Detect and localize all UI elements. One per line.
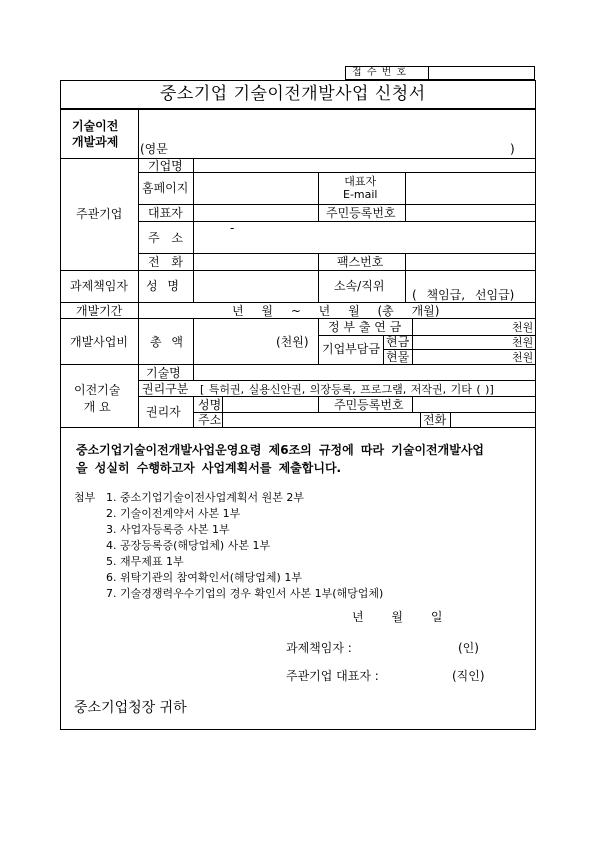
english-title-close: )	[510, 142, 515, 156]
divider	[405, 270, 406, 302]
divider	[318, 318, 319, 364]
development-cost-label: 개발사업비	[70, 335, 128, 349]
declaration-text: 중소기업기술이전개발사업운영요령 제6조의 규정에 따라 기술이전개발사업 을 성실히 수행하고자 사업계획서를 제출합니다.	[76, 443, 485, 475]
manager-name-label: 성 명	[146, 279, 182, 293]
list-item: 7. 기술경쟁력우수기업의 경우 확인서 사본 1부(해당업체)	[106, 587, 384, 600]
company-share-label: 기업부담금	[322, 342, 380, 356]
resident-number-label: 주민등록번호	[326, 206, 396, 220]
cash-label: 현금	[386, 335, 410, 349]
ceo-name-input[interactable]	[194, 205, 317, 221]
divider	[318, 396, 319, 412]
divider	[60, 427, 536, 428]
ceo-email-input[interactable]	[406, 173, 535, 204]
holder-phone-input[interactable]	[451, 413, 535, 427]
project-title-input[interactable]	[139, 109, 535, 139]
divider	[138, 108, 139, 427]
divider	[428, 66, 429, 80]
rights-type-options: [ 특허권, 실용신안권, 의장등록, 프로그램, 저작권, 기타 ( )]	[200, 383, 494, 396]
holder-address-input[interactable]	[223, 413, 419, 427]
ceo-email-label: 대표자 E-mail	[343, 175, 378, 201]
holder-phone-label: 전화	[423, 413, 447, 427]
holder-address-label: 주소	[198, 413, 222, 427]
divider	[60, 302, 536, 303]
divider	[420, 412, 421, 427]
total-amount-label: 총 액	[150, 335, 183, 349]
resident-number-input[interactable]	[406, 205, 535, 221]
address-dash: -	[230, 221, 235, 235]
divider	[60, 318, 536, 319]
page-title: 중소기업 기술이전개발사업 신청서	[160, 84, 426, 104]
list-item: 3. 사업자등록증 사본 1부	[106, 523, 230, 536]
tech-name-label: 기술명	[146, 366, 181, 380]
attachments-label: 첨부	[74, 491, 96, 504]
list-item: 1. 중소기업기술이전사업계획서 원본 2부	[106, 491, 304, 504]
company-name-input[interactable]	[194, 159, 535, 172]
total-amount-input[interactable]	[194, 319, 274, 364]
manager-signature-field[interactable]	[362, 638, 452, 656]
address-input[interactable]	[194, 222, 535, 253]
inkind-unit: 천원	[512, 351, 534, 364]
cash-unit: 천원	[512, 336, 534, 349]
phone-label: 전 화	[148, 255, 187, 269]
tech-overview-label: 이전기술 개 요	[74, 383, 121, 414]
divider	[318, 172, 319, 221]
divider	[412, 318, 413, 364]
manager-signature-label: 과제책임자 :	[286, 641, 352, 655]
gov-contribution-label: 정 부 출 연 금	[328, 320, 402, 334]
holder-resident-number-label: 주민등록번호	[334, 398, 404, 412]
ceo-signature-field[interactable]	[392, 666, 452, 684]
manager-seal: (인)	[458, 641, 479, 655]
english-title-open: (영문	[140, 142, 168, 156]
address-label: 주 소	[148, 231, 187, 245]
divider	[193, 396, 194, 427]
divider	[318, 253, 319, 270]
project-manager-label: 과제책임자	[70, 279, 128, 293]
development-period-value: 년 월 ~ 년 월 (총 개월)	[232, 304, 440, 318]
list-item: 2. 기술이전계약서 사본 1부	[106, 507, 241, 520]
divider	[138, 380, 536, 381]
gov-unit: 천원	[512, 321, 534, 334]
divider	[318, 335, 536, 336]
divider	[383, 335, 384, 364]
tech-name-input[interactable]	[194, 365, 535, 380]
holder-resident-number-input[interactable]	[413, 397, 535, 412]
homepage-label: 홈페이지	[142, 181, 189, 195]
project-label: 기술이전 개발과제	[72, 119, 119, 149]
rank-options: ( 책임급, 선임급)	[412, 288, 515, 302]
rights-type-label: 권리구분	[142, 382, 189, 396]
rights-holder-label: 권리자	[146, 405, 181, 419]
manager-name-input[interactable]	[194, 271, 317, 302]
development-period-label: 개발기간	[76, 304, 123, 318]
fax-label: 팩스번호	[337, 255, 384, 269]
host-company-label: 주관기업	[76, 207, 123, 221]
inkind-label: 현물	[386, 350, 410, 364]
list-item: 6. 위탁기관의 참여확인서(해당업체) 1부	[106, 571, 302, 584]
holder-name-label: 성명	[198, 398, 222, 412]
ceo-seal: (직인)	[452, 669, 485, 683]
addressee: 중소기업청장 귀하	[74, 700, 187, 716]
fax-input[interactable]	[406, 254, 535, 270]
affiliation-label: 소속/직위	[334, 279, 385, 293]
phone-input[interactable]	[194, 254, 317, 270]
company-name-label: 기업명	[148, 159, 183, 173]
receipt-number-label: 접 수 번 호	[352, 67, 408, 78]
holder-name-input[interactable]	[223, 397, 317, 412]
total-unit: (천원)	[276, 335, 309, 349]
date-line: 년 월 일	[352, 610, 443, 624]
divider	[318, 270, 319, 302]
ceo-signature-label: 주관기업 대표자 :	[286, 669, 379, 683]
list-item: 5. 재무제표 1부	[106, 555, 184, 568]
ceo-label: 대표자	[148, 206, 183, 220]
list-item: 4. 공장등록증(해당업체) 사본 1부	[106, 539, 271, 552]
homepage-input[interactable]	[194, 173, 317, 204]
